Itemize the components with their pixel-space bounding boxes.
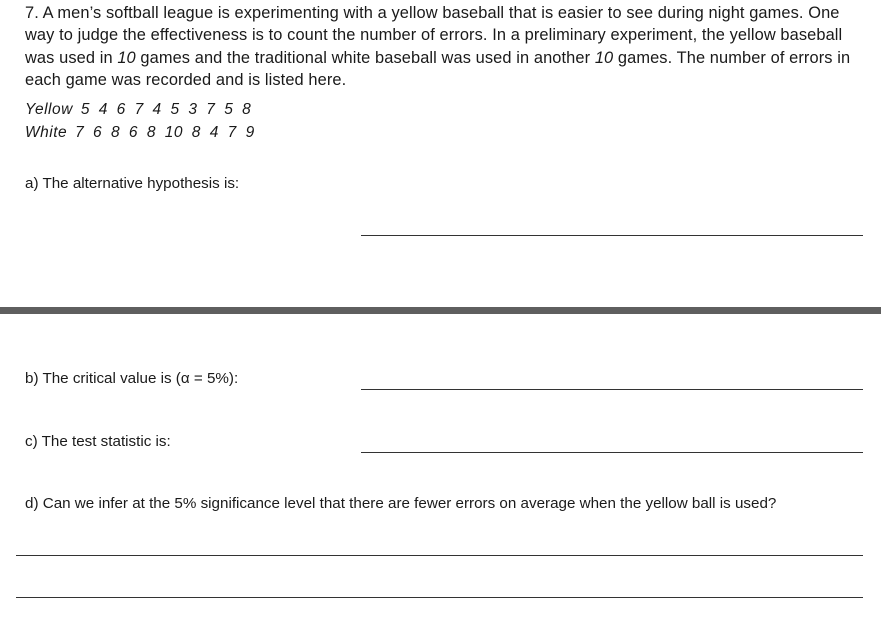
question-d: d) Can we infer at the 5% significance level that there are fewer errors on average when the yellow ball is used? — [25, 495, 777, 512]
answer-line-c[interactable] — [361, 452, 863, 453]
white-label: White — [25, 124, 68, 141]
answer-line-d1[interactable] — [16, 555, 863, 556]
problem-statement — [25, 2, 855, 92]
white-games-count: 10 — [594, 48, 614, 67]
white-data-row — [25, 124, 255, 142]
white-values: 7 6 8 6 8 10 8 4 7 9 — [75, 124, 255, 141]
yellow-games-count: 10 — [117, 48, 136, 67]
yellow-label: Yellow — [25, 101, 73, 118]
question-a: a) The alternative hypothesis is: — [25, 175, 240, 192]
problem-text-3: games. The number of errors in each game was recorded and is listed here. — [25, 48, 851, 90]
question-c: c) The test statistic is: — [25, 433, 171, 450]
answer-line-a[interactable] — [361, 235, 863, 236]
yellow-values: 5 4 6 7 4 5 3 7 5 8 — [80, 101, 252, 118]
yellow-data-row — [25, 101, 251, 119]
section-divider — [0, 307, 881, 314]
question-b: b) The critical value is (α = 5%): — [25, 370, 239, 387]
answer-line-d2[interactable] — [16, 597, 863, 598]
problem-text-2: games and the traditional white baseball was used in another — [140, 48, 591, 67]
problem-number: 7. — [25, 4, 39, 22]
answer-line-b[interactable] — [361, 389, 863, 390]
problem-text-1: A men’s softball league is experimenting with a yellow baseball that is easier to see during night games. One way to judge the effectiveness is to count the number of errors. In a preliminary experiment, the yellow baseball was used in — [25, 4, 843, 67]
